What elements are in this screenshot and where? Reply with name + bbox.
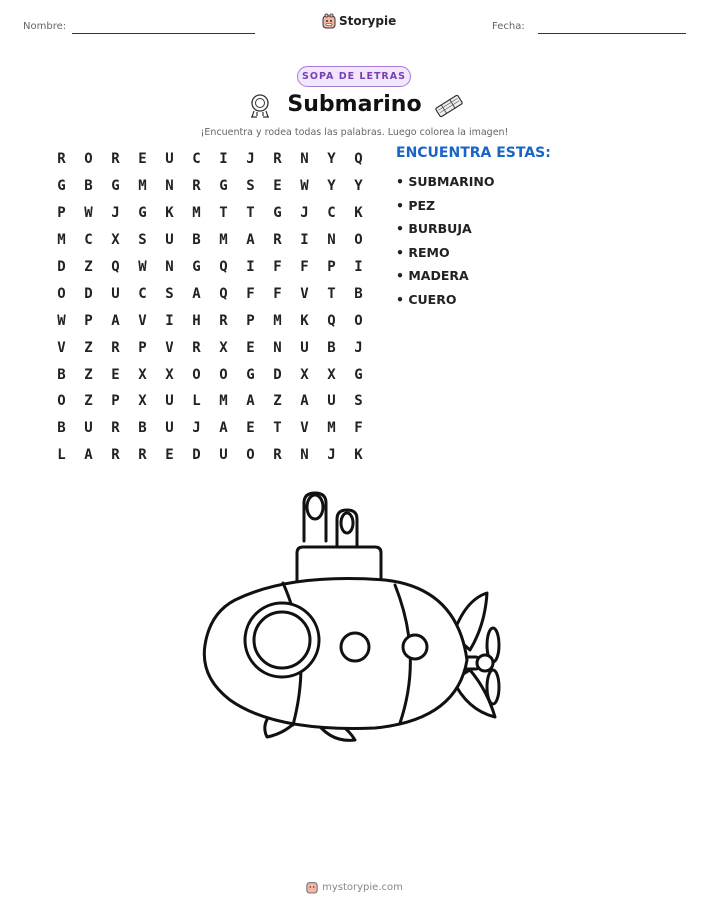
word-item: • SUBMARINO	[396, 174, 495, 189]
storypie-mascot-icon	[306, 880, 318, 894]
grid-letter[interactable]: O	[57, 285, 66, 302]
grid-letter[interactable]: J	[111, 205, 120, 222]
grid-letter[interactable]: P	[57, 205, 66, 222]
grid-letter[interactable]: K	[165, 205, 174, 222]
grid-letter[interactable]: M	[57, 232, 66, 249]
grid-letter[interactable]: C	[138, 285, 147, 302]
grid-letter[interactable]: J	[246, 151, 255, 168]
grid-letter[interactable]: A	[219, 420, 228, 437]
grid-letter[interactable]: X	[111, 232, 120, 249]
grid-letter[interactable]: V	[165, 339, 174, 356]
date-field-line[interactable]	[538, 33, 686, 34]
grid-letter[interactable]: W	[84, 205, 93, 222]
grid-letter[interactable]: F	[354, 420, 363, 437]
grid-letter[interactable]: S	[354, 393, 363, 410]
grid-letter[interactable]: M	[273, 312, 282, 329]
wood-plank-icon	[433, 93, 465, 119]
grid-letter[interactable]: Q	[111, 259, 120, 275]
word-item: • MADERA	[396, 268, 469, 283]
word-search-grid[interactable]	[48, 146, 372, 469]
grid-letter[interactable]: Q	[219, 285, 228, 302]
grid-letter[interactable]: U	[165, 420, 174, 437]
grid-letter[interactable]: L	[192, 393, 201, 410]
grid-letter[interactable]: O	[84, 151, 93, 168]
grid-letter[interactable]: T	[273, 420, 282, 437]
grid-letter[interactable]: J	[192, 420, 201, 437]
grid-letter[interactable]: G	[192, 259, 201, 275]
grid-letter[interactable]: I	[246, 259, 255, 275]
grid-letter[interactable]: X	[219, 339, 228, 356]
page-title: Submarino	[287, 92, 422, 117]
grid-letter[interactable]: F	[300, 259, 309, 275]
word-list-heading: ENCUENTRA ESTAS:	[396, 145, 551, 161]
grid-letter[interactable]: Z	[84, 366, 93, 383]
grid-letter[interactable]: U	[327, 393, 336, 410]
grid-letter[interactable]: M	[138, 178, 147, 195]
grid-letter[interactable]: A	[84, 447, 93, 464]
grid-letter[interactable]: R	[138, 447, 147, 464]
grid-letter[interactable]: U	[111, 285, 120, 302]
grid-letter[interactable]: G	[57, 178, 66, 195]
grid-letter[interactable]: F	[273, 285, 282, 302]
grid-letter[interactable]: O	[246, 447, 255, 464]
grid-letter[interactable]: R	[273, 232, 282, 249]
word-item: • REMO	[396, 244, 450, 260]
grid-letter[interactable]: R	[192, 178, 201, 195]
grid-letter[interactable]: E	[111, 366, 120, 383]
grid-letter[interactable]: R	[273, 151, 282, 168]
grid-letter[interactable]: A	[192, 285, 201, 302]
grid-letter[interactable]: B	[138, 420, 147, 437]
grid-letter[interactable]: C	[84, 232, 93, 249]
grid-letter[interactable]: Z	[84, 259, 93, 275]
grid-letter[interactable]: Q	[354, 151, 363, 168]
grid-letter[interactable]: N	[273, 339, 282, 356]
grid-letter[interactable]: U	[300, 339, 309, 356]
grid-letter[interactable]: B	[84, 178, 93, 195]
grid-letter[interactable]: T	[327, 285, 336, 302]
grid-letter[interactable]: P	[138, 339, 147, 356]
grid-letter[interactable]: G	[273, 205, 282, 222]
grid-letter[interactable]: X	[165, 366, 174, 383]
grid-letter[interactable]: J	[300, 205, 309, 222]
grid-letter[interactable]: K	[354, 447, 363, 464]
grid-letter[interactable]: S	[138, 232, 147, 249]
grid-letter[interactable]: Y	[354, 178, 363, 195]
grid-letter[interactable]: A	[111, 312, 120, 329]
grid-letter[interactable]: L	[57, 447, 66, 464]
grid-letter[interactable]: Z	[273, 393, 282, 410]
grid-letter[interactable]: R	[111, 151, 120, 168]
grid-letter[interactable]: A	[300, 393, 309, 410]
grid-letter[interactable]: B	[192, 232, 201, 249]
grid-letter[interactable]: O	[57, 393, 66, 410]
grid-letter[interactable]: R	[111, 339, 120, 356]
grid-letter[interactable]: Z	[84, 339, 93, 356]
brand-name: Storypie	[339, 14, 397, 28]
grid-letter[interactable]: E	[246, 420, 255, 437]
grid-letter[interactable]: P	[111, 393, 120, 410]
grid-letter[interactable]: G	[138, 205, 147, 222]
grid-letter[interactable]: A	[246, 393, 255, 410]
grid-letter[interactable]: Y	[327, 178, 336, 195]
grid-letter[interactable]: C	[192, 151, 201, 168]
grid-letter[interactable]: J	[327, 447, 336, 464]
grid-letter[interactable]: X	[300, 366, 309, 383]
instructions-text: ¡Encuentra y rodea todas las palabras. Luego colorea la imagen!	[200, 127, 509, 138]
grid-letter[interactable]: Q	[219, 259, 228, 275]
grid-letter[interactable]: A	[246, 232, 255, 249]
grid-letter[interactable]: Z	[84, 393, 93, 410]
storypie-logo	[322, 13, 396, 29]
name-field-line[interactable]	[72, 33, 255, 34]
grid-letter[interactable]: W	[138, 259, 147, 275]
grid-letter[interactable]: D	[84, 285, 93, 302]
grid-letter[interactable]: V	[138, 312, 147, 329]
grid-letter[interactable]: M	[219, 232, 228, 249]
grid-letter[interactable]: V	[300, 420, 309, 437]
word-item: • PEZ	[396, 197, 436, 213]
grid-letter[interactable]: T	[246, 205, 255, 222]
grid-letter[interactable]: N	[327, 232, 336, 249]
grid-letter[interactable]: F	[246, 285, 255, 302]
grid-letter[interactable]: K	[354, 205, 363, 222]
word-item: • BURBUJA	[396, 221, 472, 236]
grid-letter[interactable]: H	[192, 312, 201, 329]
grid-letter[interactable]: O	[192, 366, 201, 383]
grid-letter[interactable]: B	[327, 339, 336, 356]
grid-letter[interactable]: G	[219, 178, 228, 195]
word-item: • CUERO	[396, 291, 457, 307]
grid-letter[interactable]: J	[354, 339, 363, 356]
grid-letter[interactable]: M	[219, 393, 228, 410]
grid-letter[interactable]: R	[111, 447, 120, 464]
grid-letter[interactable]: B	[57, 420, 66, 437]
grid-letter[interactable]: C	[327, 205, 336, 222]
grid-letter[interactable]: O	[354, 232, 363, 249]
storypie-mascot-icon	[322, 13, 336, 29]
grid-letter[interactable]: X	[138, 366, 147, 383]
grid-letter[interactable]: U	[219, 447, 228, 464]
submarine-coloring-image	[195, 485, 515, 750]
grid-letter[interactable]: R	[219, 312, 228, 329]
grid-letter[interactable]: M	[192, 205, 201, 222]
grid-letter[interactable]: V	[57, 339, 66, 356]
grid-letter[interactable]: B	[354, 285, 363, 302]
grid-letter[interactable]: D	[273, 366, 282, 383]
grid-letter[interactable]: I	[354, 259, 363, 275]
grid-letter[interactable]: W	[300, 178, 309, 195]
grid-letter[interactable]: V	[300, 285, 309, 302]
grid-letter[interactable]: I	[300, 232, 309, 249]
word-list	[396, 170, 495, 311]
grid-letter[interactable]: E	[165, 447, 174, 464]
grid-letter[interactable]: Y	[327, 151, 336, 168]
grid-letter[interactable]: T	[219, 205, 228, 222]
grid-letter[interactable]: R	[111, 420, 120, 437]
grid-letter[interactable]: I	[219, 151, 228, 168]
grid-letter[interactable]: R	[57, 151, 66, 168]
grid-letter[interactable]: N	[165, 259, 174, 275]
grid-letter[interactable]: O	[219, 366, 228, 383]
grid-letter[interactable]: B	[57, 366, 66, 383]
name-label: Nombre:	[23, 21, 67, 32]
grid-letter[interactable]: U	[165, 232, 174, 249]
grid-letter[interactable]: O	[354, 312, 363, 329]
grid-letter[interactable]: U	[165, 151, 174, 168]
grid-letter[interactable]: F	[273, 259, 282, 275]
grid-letter[interactable]: R	[192, 339, 201, 356]
grid-letter[interactable]: P	[246, 312, 255, 329]
date-label: Fecha:	[492, 21, 525, 32]
grid-letter[interactable]: N	[300, 447, 309, 464]
grid-letter[interactable]: M	[327, 420, 336, 437]
footer	[0, 880, 709, 894]
activity-badge: SOPA DE LETRAS	[297, 66, 411, 87]
grid-letter[interactable]: S	[165, 285, 174, 302]
grid-letter[interactable]: G	[246, 366, 255, 383]
grid-letter[interactable]: G	[111, 178, 120, 195]
grid-letter[interactable]: N	[300, 151, 309, 168]
grid-letter[interactable]: U	[165, 393, 174, 410]
grid-letter[interactable]: W	[57, 312, 66, 329]
footer-url[interactable]: mystorypie.com	[322, 881, 403, 893]
grid-letter[interactable]: I	[165, 312, 174, 329]
grid-letter[interactable]: Q	[327, 312, 336, 329]
grid-letter[interactable]: D	[192, 447, 201, 464]
grid-letter[interactable]: K	[300, 312, 309, 329]
grid-letter[interactable]: U	[84, 420, 93, 437]
grid-letter[interactable]: P	[84, 312, 93, 329]
grid-letter[interactable]: S	[246, 178, 255, 195]
grid-letter[interactable]: G	[354, 366, 363, 383]
grid-letter[interactable]: E	[273, 178, 282, 195]
grid-letter[interactable]: P	[327, 259, 336, 275]
grid-letter[interactable]: E	[138, 151, 147, 168]
grid-letter[interactable]: R	[273, 447, 282, 464]
grid-letter[interactable]: N	[165, 178, 174, 195]
grid-letter[interactable]: E	[246, 339, 255, 356]
grid-letter[interactable]: X	[138, 393, 147, 410]
grid-letter[interactable]: D	[57, 259, 66, 275]
grid-letter[interactable]: X	[327, 366, 336, 383]
